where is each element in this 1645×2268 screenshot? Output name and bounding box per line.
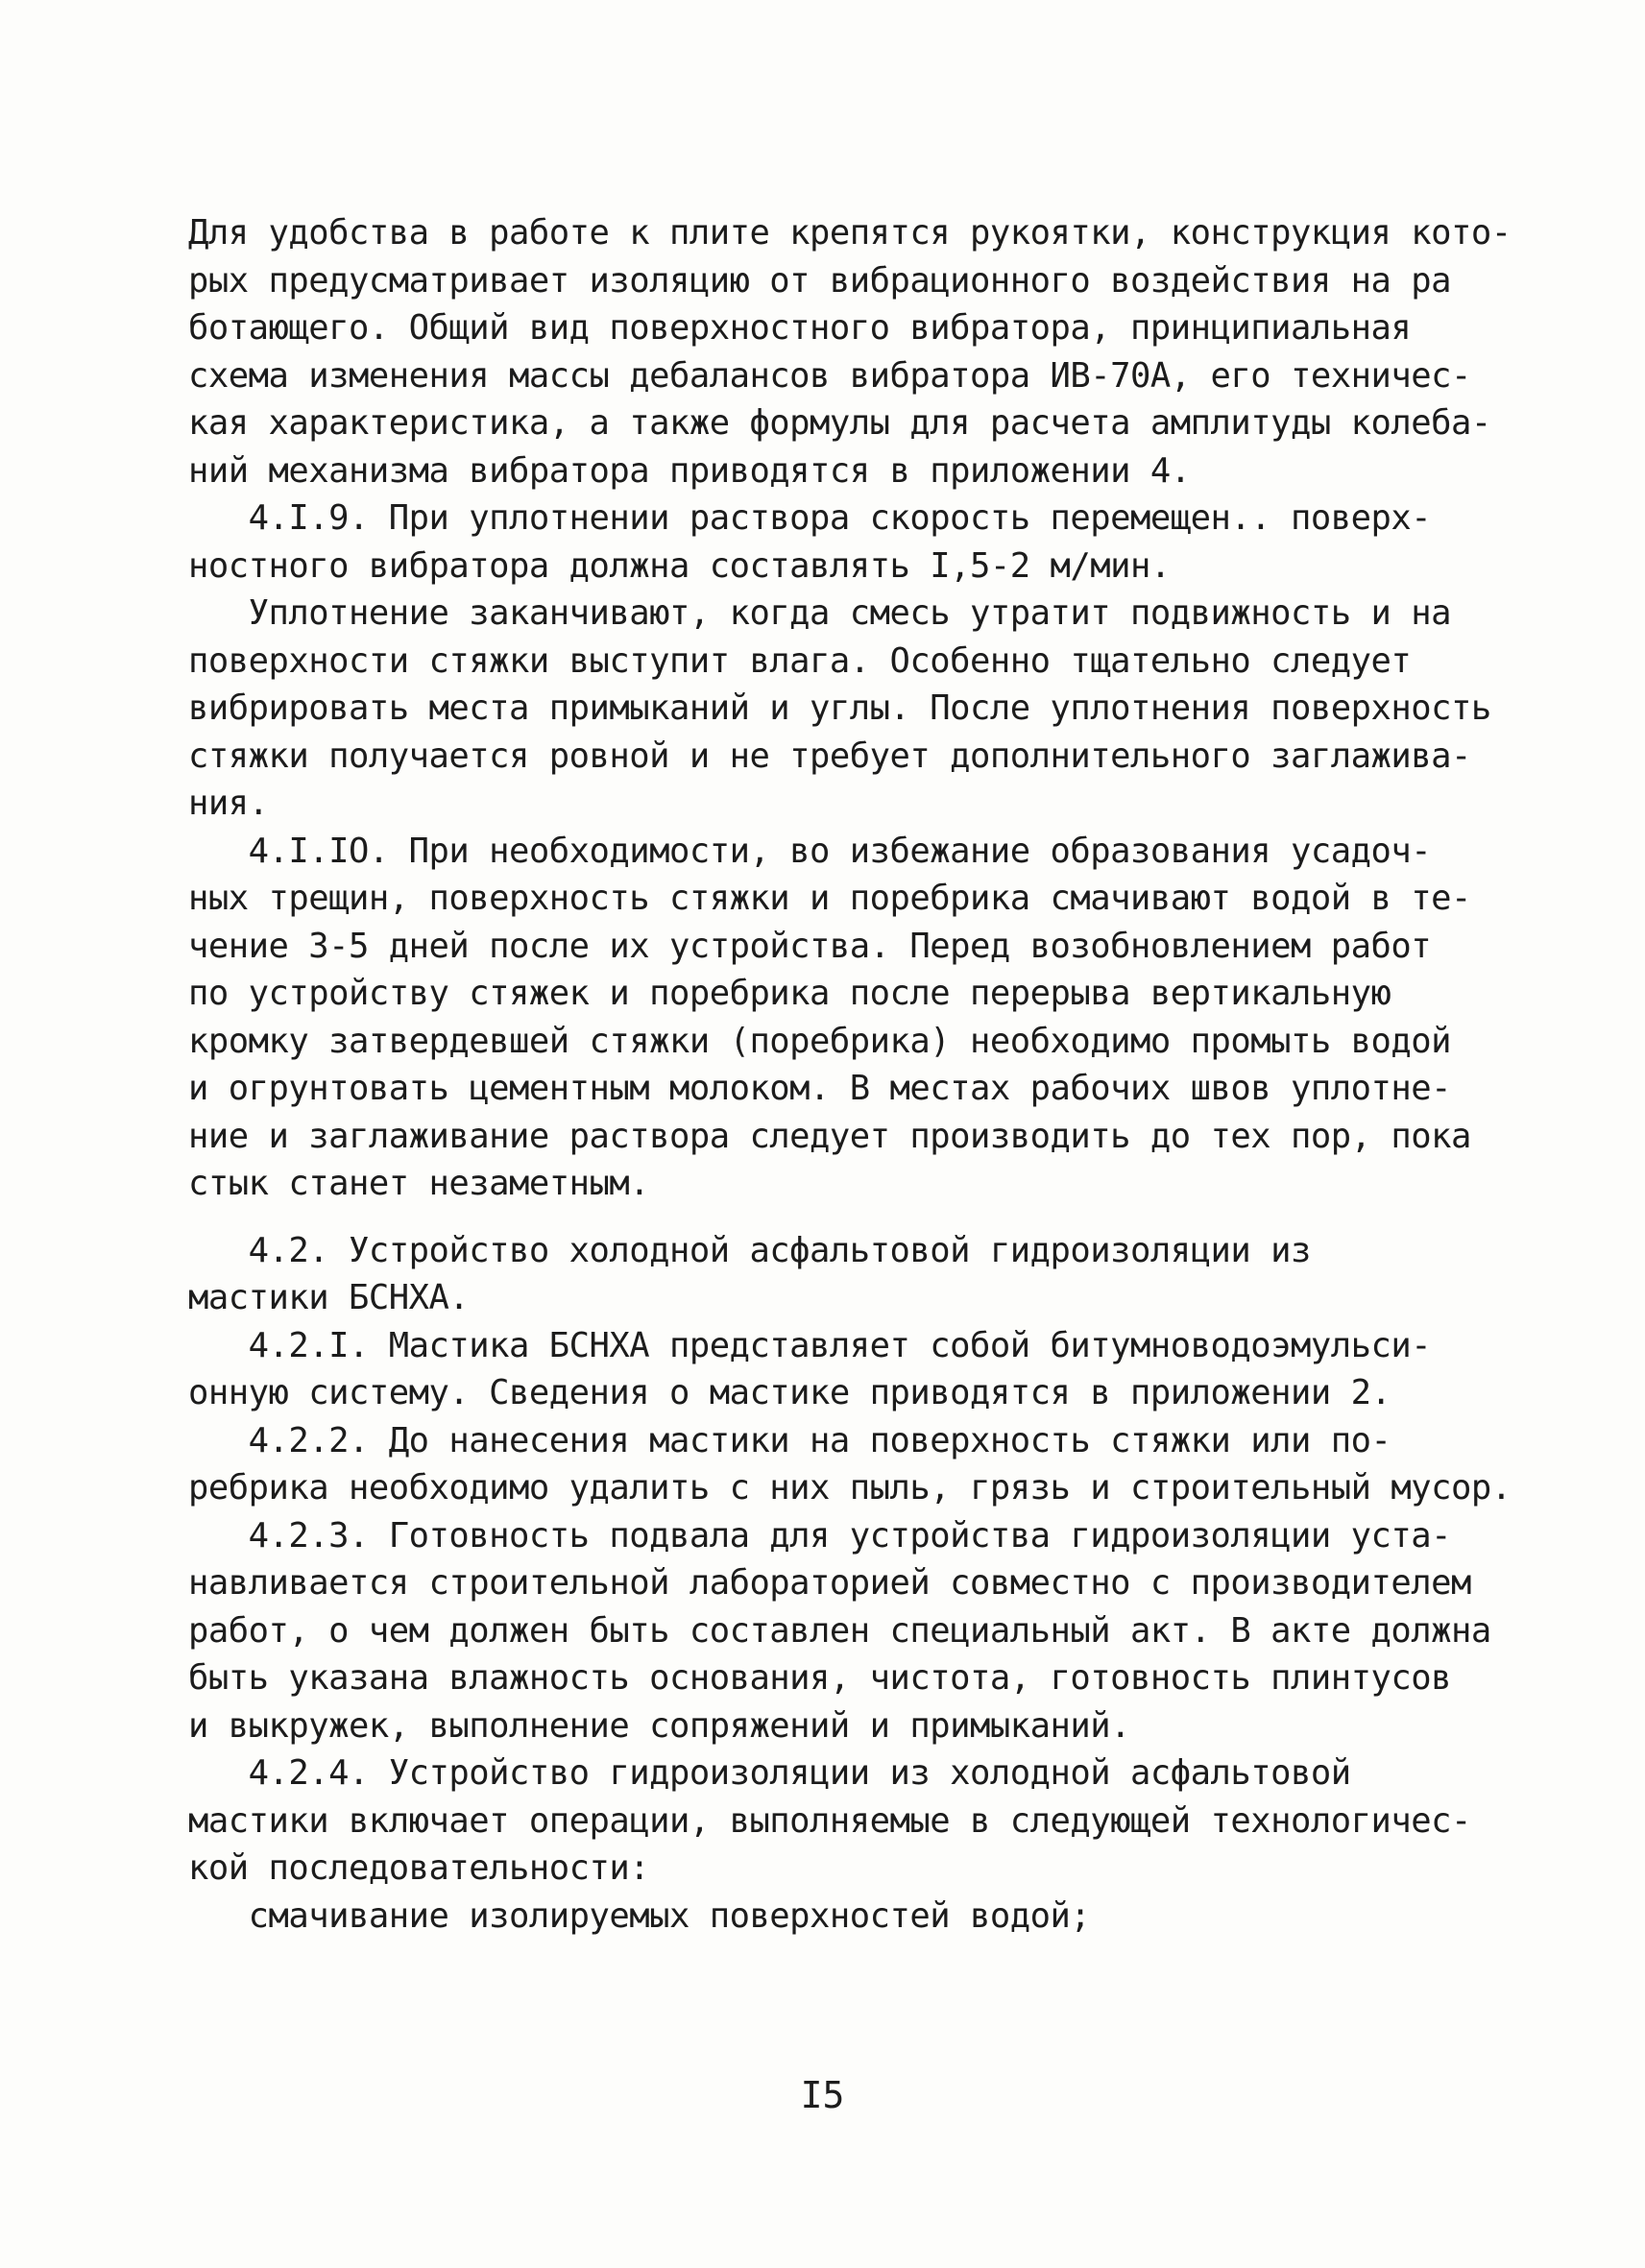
text-line: ностного вибратора должна составлять I,5-2 м/мин. [188,545,1171,586]
text-line: 4.2.4. Устройство гидроизоляции из холодной асфальтовой [188,1753,1351,1793]
text-line: рых предусматривает изоляцию от вибрационного воздействия на ра [188,260,1451,301]
text-line: ных трещин, поверхность стяжки и поребрика смачивают водой в те- [188,879,1471,918]
body-text [188,209,1512,1940]
text-line: 4.2.2. До нанесения мастики на поверхность стяжки или по- [188,1420,1391,1460]
text-line: кой последовательности: [188,1848,650,1888]
text-line: работ, о чем должен быть составлен специальный акт. В акте должна [188,1610,1491,1651]
text-line: и выкружек, выполнение сопряжений и примыканий. [188,1705,1131,1746]
text-line: Для удобства в работе к плите крепятся рукоятки, конструкция кото- [188,213,1512,253]
text-line: стык станет незаметным. [188,1164,650,1203]
text-line: смачивание изолируемых поверхностей водой; [188,1895,1091,1936]
text-line: навливается строительной лабораторией совместно с производителем [188,1563,1471,1603]
page-number: I5 [800,2074,845,2116]
text-line: стяжки получается ровной и не требует дополнительного заглажива- [188,736,1471,776]
section-heading: 4.2. Устройство холодной асфальтовой гидроизоляции из [188,1230,1311,1270]
text-line: чение 3-5 дней после их устройства. Перед возобновлением работ [188,926,1432,966]
text-line: 4.2.I. Мастика БСНХА представляет собой битумноводоэмульси- [188,1325,1432,1365]
text-line: быть указана влажность основания, чистота, готовность плинтусов [188,1658,1451,1698]
text-line: по устройству стяжек и поребрика после перерыва вертикальную [188,974,1391,1013]
text-line: поверхности стяжки выступит влага. Особенно тщательно следует [188,640,1412,681]
text-line: кромку затвердевшей стяжки (поребрика) необходимо промыть водой [188,1021,1451,1061]
text-line: мастики включает операции, выполняемые в следующей технологичес- [188,1800,1471,1841]
paragraph-gap [188,1208,1475,1227]
text-line: схема изменения массы дебалансов вибратора ИВ-70А, его техничес- [188,355,1471,396]
text-line: кая характеристика, а также формулы для расчета амплитуды колеба- [188,403,1491,443]
text-line: и огрунтовать цементным молоком. В местах рабочих швов уплотне- [188,1069,1451,1108]
text-line: 4.I.IO. При необходимости, во избежание образования усадоч- [188,831,1432,871]
text-line: Уплотнение заканчивают, когда смесь утратит подвижность и на [188,593,1451,633]
text-line: 4.2.3. Готовность подвала для устройства гидроизоляции уста- [188,1515,1451,1556]
text-line: вибрировать места примыканий и углы. После уплотнения поверхность [188,688,1491,728]
text-line: ний механизма вибратора приводятся в приложении 4. [188,450,1191,491]
text-line: ния. [188,784,269,823]
text-line: ребрика необходимо удалить с них пыль, грязь и строительный мусор. [188,1468,1512,1508]
section-heading: мастики БСНХА. [188,1278,470,1317]
text-line: ние и заглаживание раствора следует производить до тех пор, пока [188,1116,1471,1156]
text-line: 4.I.9. При уплотнении раствора скорость перемещен.. поверх- [188,498,1432,538]
text-line: онную систему. Сведения о мастике приводятся в приложении 2. [188,1373,1391,1412]
text-line: ботающего. Общий вид поверхностного вибратора, принципиальная [188,308,1412,348]
